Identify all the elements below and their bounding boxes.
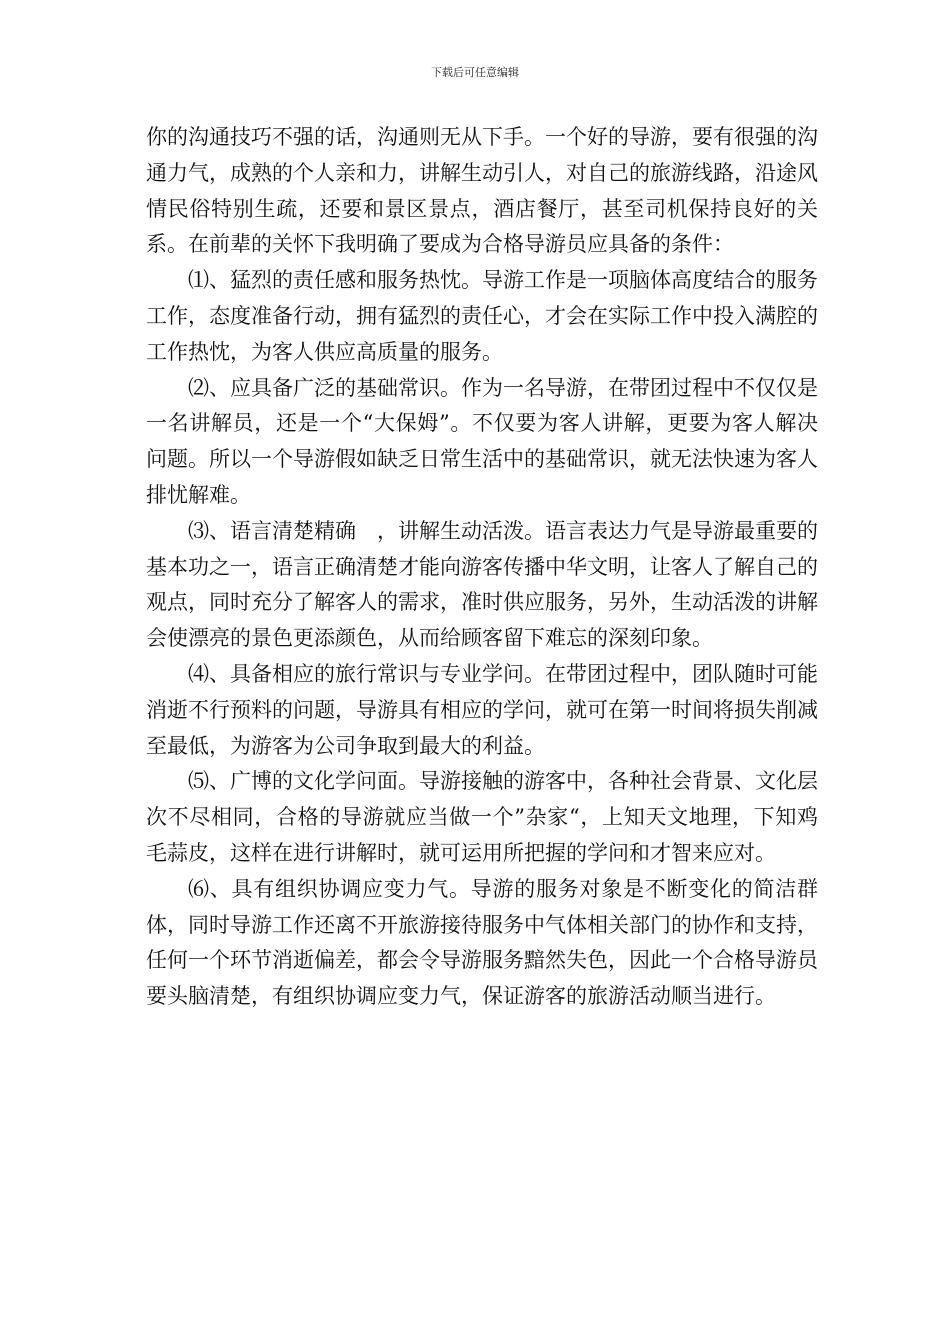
document-body [146,120,818,1015]
paragraph-item-6: ⑹、具有组织协调应变力气。导游的服务对象是不断变化的简洁群体，同时导游工作还离不开旅游接待服务中气体相关部门的协作和支持，任何一个环节消逝偏差，都会令导游服务黯然失色，因此一个合格导游员要头脑清楚，有组织协调应变力气，保证游客的旅游活动顺当进行。 [146,876,818,1009]
paragraph-item-2: ⑵、应具备广泛的基础常识。作为一名导游，在带团过程中不仅仅是一名讲解员，还是一个“大保姆”。不仅要为客人讲解，更要为客人解决问题。所以一个导游假如缺乏日常生活中的基础常识，就无法快速为客人排忧解难。 [146,375,818,507]
paragraph-item-1: ⑴、猛烈的责任感和服务热忱。导游工作是一项脑体高度结合的服务工作，态度准备行动，拥有猛烈的责任心，才会在实际工作中投入满腔的工作热忱，为客人供应高质量的服务。 [146,268,818,364]
paragraph-intro: 你的沟通技巧不强的话，沟通则无从下手。一个好的导游，要有很强的沟通力气，成熟的个人亲和力，讲解生动引人，对自己的旅游线路，沿途风情民俗特别生疏，还要和景区景点，酒店餐厅，甚至司机保持良好的关系。在前辈的关怀下我明确了要成为合格导游员应具备的条件： [146,125,818,257]
paragraph-item-5: ⑸、广博的文化学问面。导游接触的游客中，各种社会背景、文化层次不尽相同，合格的导游就应当做一个”杂家“，上知天文地理，下知鸡毛蒜皮，这样在进行讲解时，就可运用所把握的学问和才智来应对。 [146,769,818,865]
paragraph-item-3: ⑶、语言清楚精确 ，讲解生动活泼。语言表达力气是导游最重要的基本功之一，语言正确清楚才能向游客传播中华文明，让客人了解自己的观点，同时充分了解客人的需求，准时供应服务，另外，生动活泼的讲解会使漂亮的景色更添颜色，从而给顾客留下难忘的深刻印象。 [146,518,818,651]
paragraph-item-4: ⑷、具备相应的旅行常识与专业学问。在带团过程中，团队随时可能消逝不行预料的问题，导游具有相应的学问，就可在第一时间将损失削减至最低，为游客为公司争取到最大的利益。 [146,661,818,758]
page-header: 下载后可任意编辑 [431,66,519,79]
